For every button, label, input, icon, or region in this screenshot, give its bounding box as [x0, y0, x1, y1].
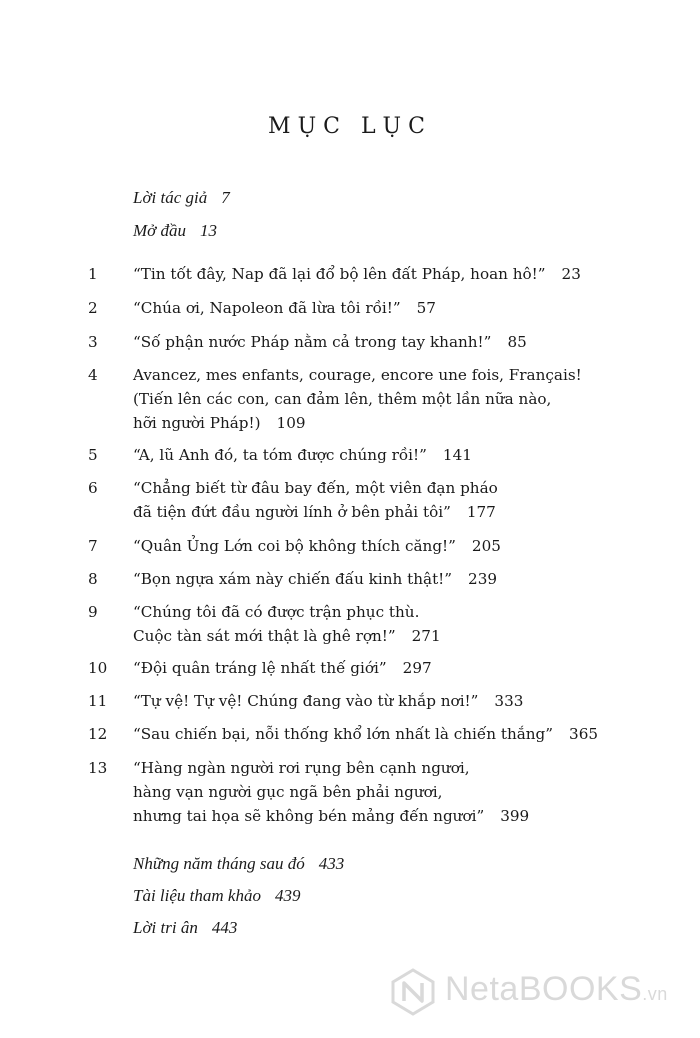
watermark-text [445, 970, 668, 1009]
chapter-page: 365 [569, 725, 599, 743]
chapter-page: 85 [507, 333, 527, 351]
back-matter-item [133, 886, 300, 906]
chapter-title [133, 296, 653, 320]
chapter-number: 12 [88, 725, 108, 743]
chapter-title-line: “Số phận nước Pháp nằm cả trong tay khanh!” [133, 333, 492, 351]
watermark-suffix: .vn [642, 984, 668, 1004]
chapter-number: 10 [88, 659, 108, 677]
chapter-number: 1 [88, 265, 98, 283]
chapter-title-line: (Tiến lên các con, can đảm lên, thêm một lần nữa nào, [133, 390, 552, 408]
chapter-title-line: “Bọn ngựa xám này chiến đấu kinh thật!” [133, 570, 453, 588]
chapter-page: 57 [416, 299, 436, 317]
chapter-title [133, 262, 653, 286]
chapter-number: 7 [88, 537, 98, 555]
chapter-title [133, 722, 653, 746]
chapter-number: 8 [88, 570, 98, 588]
watermark-brand: NetaBOOKS [445, 970, 643, 1008]
chapter-title [133, 476, 653, 524]
chapter-title-line: “A, lũ Anh đó, ta tóm được chúng rồi!” [133, 446, 427, 464]
chapter-title [133, 567, 653, 591]
front-matter-item [133, 221, 217, 241]
chapter-page: 297 [402, 659, 432, 677]
back-matter-page: 433 [318, 854, 345, 873]
page-title: MỤC LỤC [268, 114, 432, 139]
chapter-page: 271 [411, 627, 441, 645]
chapter-title [133, 363, 653, 435]
chapter-title-line: “Sau chiến bại, nỗi thống khổ lớn nhất là chiến thắng” [133, 725, 554, 743]
chapter-page: 205 [471, 537, 501, 555]
chapter-title-line: “Hàng ngàn người rơi rụng bên cạnh ngươi, [133, 759, 470, 777]
chapter-title [133, 443, 653, 467]
chapter-page: 177 [466, 503, 496, 521]
chapter-title [133, 330, 653, 354]
chapter-number: 2 [88, 299, 98, 317]
netabooks-logo-icon [389, 968, 437, 1016]
back-matter-page: 443 [211, 918, 238, 937]
back-matter-item [133, 918, 237, 938]
chapter-title [133, 756, 653, 828]
chapter-page: 141 [442, 446, 472, 464]
front-matter-item [133, 188, 230, 208]
chapter-number: 11 [88, 692, 108, 710]
chapter-title [133, 534, 653, 558]
back-matter-label: Những năm tháng sau đó [133, 854, 305, 873]
chapter-number: 5 [88, 446, 98, 464]
front-matter-page: 7 [221, 188, 230, 207]
chapter-title-line: “Đội quân tráng lệ nhất thế giới” [133, 659, 387, 677]
chapter-title-line: Avancez, mes enfants, courage, encore une fois, Français! [133, 366, 582, 384]
chapter-title [133, 600, 653, 648]
back-matter-label: Lời tri ân [133, 918, 198, 937]
front-matter-page: 13 [199, 221, 217, 240]
chapter-number: 3 [88, 333, 98, 351]
chapter-page: 399 [500, 807, 530, 825]
chapter-title-line: “Chẳng biết từ đâu bay đến, một viên đạn pháo [133, 479, 498, 497]
chapter-page: 23 [561, 265, 581, 283]
chapter-number: 13 [88, 759, 108, 777]
chapter-page: 333 [494, 692, 524, 710]
chapter-title [133, 656, 653, 680]
chapter-title-line: Cuộc tàn sát mới thật là ghê rợn!” [133, 627, 396, 645]
netabooks-watermark [385, 966, 695, 1016]
chapter-title-line: “Tin tốt đây, Nap đã lại đổ bộ lên đất Pháp, hoan hô!” [133, 265, 546, 283]
chapter-number: 4 [88, 366, 98, 384]
back-matter-label: Tài liệu tham khảo [133, 886, 261, 905]
chapter-title-line: “Chúng tôi đã có được trận phục thù. [133, 603, 420, 621]
chapter-title [133, 689, 653, 713]
chapter-title-line: “Quân Ủng Lớn coi bộ không thích căng!” [133, 537, 456, 555]
chapter-title-line: hỡi người Pháp!) [133, 414, 261, 432]
back-matter-item [133, 854, 344, 874]
front-matter-label: Lời tác giả [133, 188, 208, 207]
chapter-title-line: hàng vạn người gục ngã bên phải ngươi, [133, 783, 443, 801]
chapter-title-line: đã tiện đứt đầu người lính ở bên phải tôi” [133, 503, 451, 521]
chapter-page: 239 [468, 570, 498, 588]
chapter-number: 9 [88, 603, 98, 621]
back-matter-page: 439 [274, 886, 301, 905]
chapter-number: 6 [88, 479, 98, 497]
chapter-title-line: “Tự vệ! Tự vệ! Chúng đang vào từ khắp nơi!” [133, 692, 479, 710]
front-matter-label: Mở đầu [133, 221, 186, 240]
chapter-page: 109 [276, 414, 306, 432]
chapter-title-line: nhưng tai họa sẽ không bén mảng đến ngươi” [133, 807, 485, 825]
chapter-title-line: “Chúa ơi, Napoleon đã lừa tôi rồi!” [133, 299, 401, 317]
